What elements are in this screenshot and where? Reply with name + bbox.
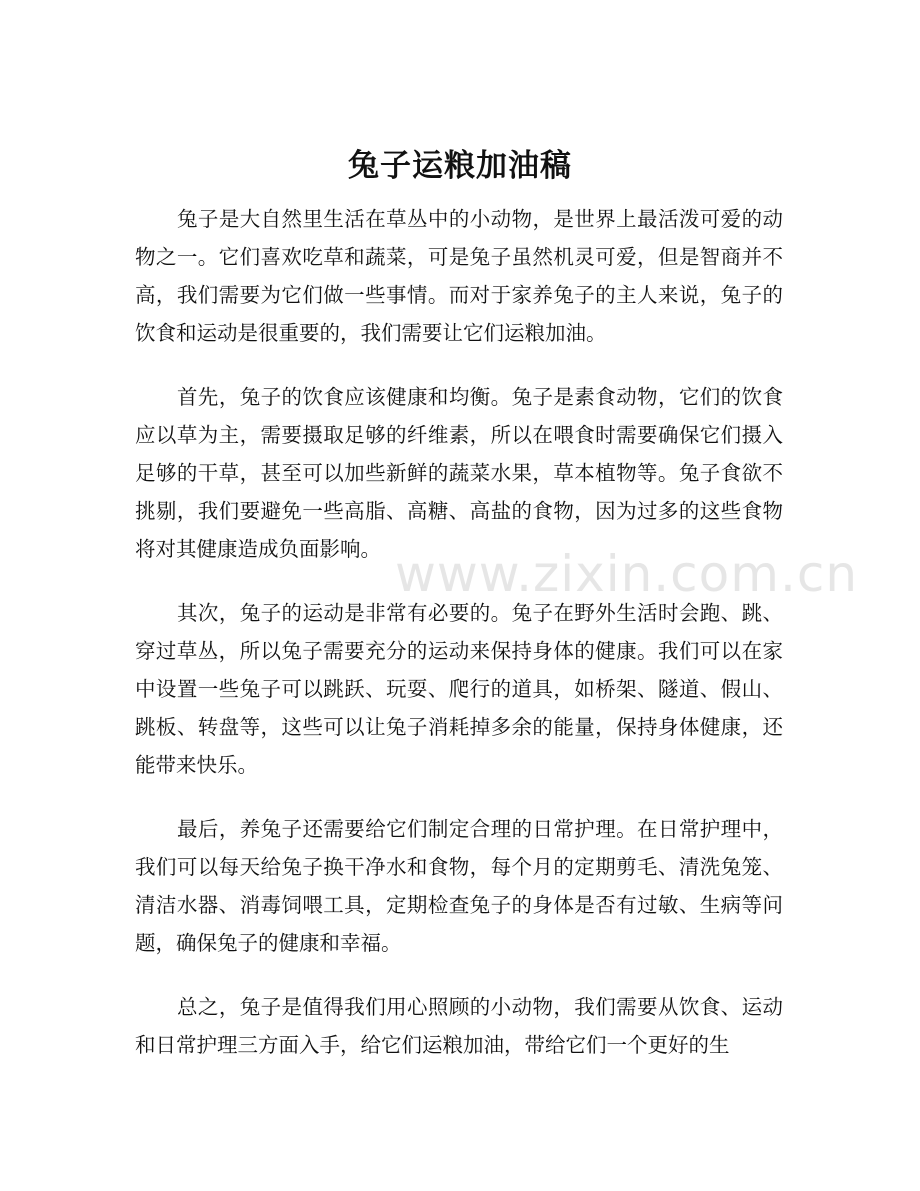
paragraph-diet: 首先，兔子的饮食应该健康和均衡。兔子是素食动物，它们的饮食应以草为主，需要摄取足够的纤维素，所以在喂食时需要确保它们摄入足够的干草，甚至可以加些新鲜的蔬菜水果，草本植物等。兔子食欲不挑剔，我们要避免一些高脂、高糖、高盐的食物，因为过多的这些食物将对其健康造成负面影响。 [135,385,783,561]
document-title: 兔子运粮加油稿 [348,148,572,184]
document-body [135,200,783,1090]
paragraph-summary: 总之，兔子是值得我们用心照顾的小动物，我们需要从饮食、运动和日常护理三方面入手，给它们运粮加油，带给它们一个更好的生 [135,995,783,1057]
paragraph-exercise: 其次，兔子的运动是非常有必要的。兔子在野外生活时会跑、跳、穿过草丛，所以兔子需要充分的运动来保持身体的健康。我们可以在家中设置一些兔子可以跳跃、玩耍、爬行的道具，如桥架、隧道、假山、跳板、转盘等，这些可以让兔子消耗掉多余的能量，保持身体健康，还能带来快乐。 [135,601,783,777]
watermark: www.zixin.com.cn [395,545,859,603]
paragraph-intro: 兔子是大自然里生活在草丛中的小动物，是世界上最活泼可爱的动物之一。它们喜欢吃草和蔬菜，可是兔子虽然机灵可爱，但是智商并不高，我们需要为它们做一些事情。而对于家养兔子的主人来说，兔子的饮食和运动是很重要的，我们需要让它们运粮加油。 [135,207,783,345]
paragraph-care: 最后，养兔子还需要给它们制定合理的日常护理。在日常护理中，我们可以每天给兔子换干净水和食物，每个月的定期剪毛、清洗兔笼、清洁水器、消毒饲喂工具，定期检查兔子的身体是否有过敏、生病等问题，确保兔子的健康和幸福。 [135,817,783,955]
